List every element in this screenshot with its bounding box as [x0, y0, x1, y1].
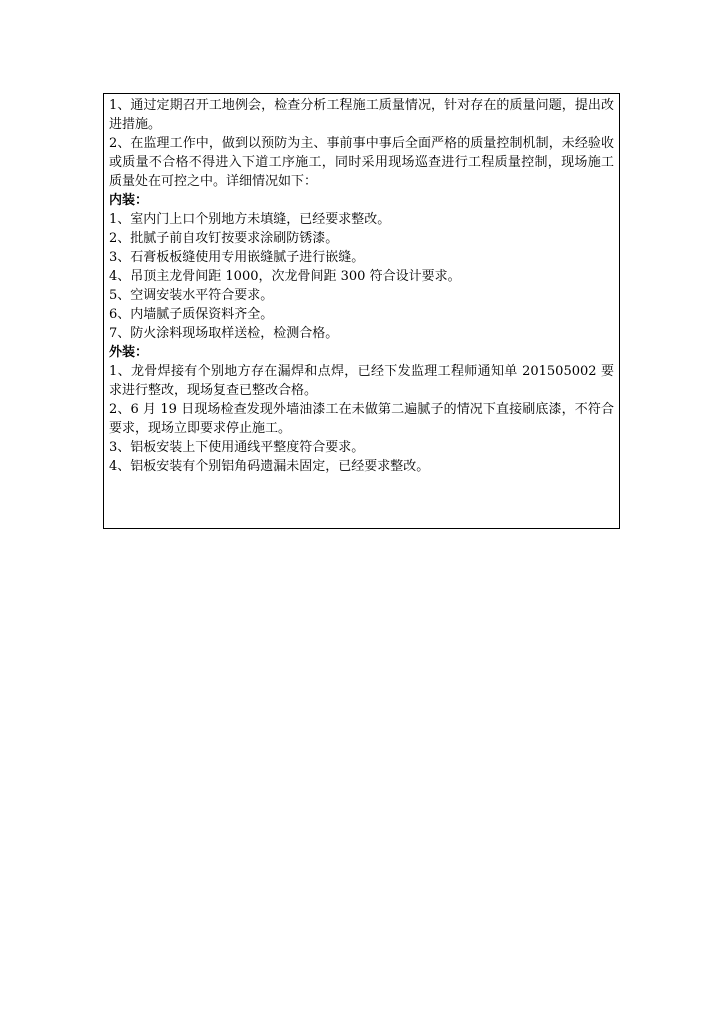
interior-item: 3、石膏板板缝使用专用嵌缝腻子进行嵌缝。 [109, 250, 365, 265]
intro-paragraph-2: 2、在监理工作中，做到以预防为主、事前事中事后全面严格的质量控制机制，未经验收或质量不合格不得进入下道工序施工，同时采用现场巡查进行工程质量控制，现场施工质量处在可控之中。详细情况如下： [109, 136, 614, 189]
exterior-heading: 外装： [109, 345, 149, 360]
exterior-item: 2、6 月 19 日现场检查发现外墙油漆工在未做第二遍腻子的情况下直接刷底漆，不符合要求，现场立即要求停止施工。 [109, 402, 614, 436]
interior-item: 4、吊顶主龙骨间距 1000，次龙骨间距 300 符合设计要求。 [109, 269, 461, 284]
exterior-item: 4、铝板安装有个别铝角码遗漏未固定，已经要求整改。 [109, 459, 430, 474]
interior-item: 5、空调安装水平符合要求。 [109, 288, 274, 303]
interior-item: 2、批腻子前自攻钉按要求涂刷防锈漆。 [109, 231, 339, 246]
interior-heading: 内装： [109, 193, 149, 208]
intro-paragraph-1: 1、通过定期召开工地例会，检查分析工程施工质量情况，针对存在的质量问题，提出改进措施。 [109, 98, 614, 132]
exterior-item: 1、龙骨焊接有个别地方存在漏焊和点焊，已经下发监理工程师通知单 201505002 要求进行整改，现场复查已整改合格。 [109, 364, 614, 398]
interior-item: 7、防火涂料现场取样送检，检测合格。 [109, 326, 339, 341]
interior-item: 1、室内门上口个别地方未填缝，已经要求整改。 [109, 212, 391, 227]
document-box [103, 93, 620, 529]
exterior-item: 3、铝板安装上下使用通线平整度符合要求。 [109, 440, 365, 455]
interior-item: 6、内墙腻子质保资料齐全。 [109, 307, 274, 322]
